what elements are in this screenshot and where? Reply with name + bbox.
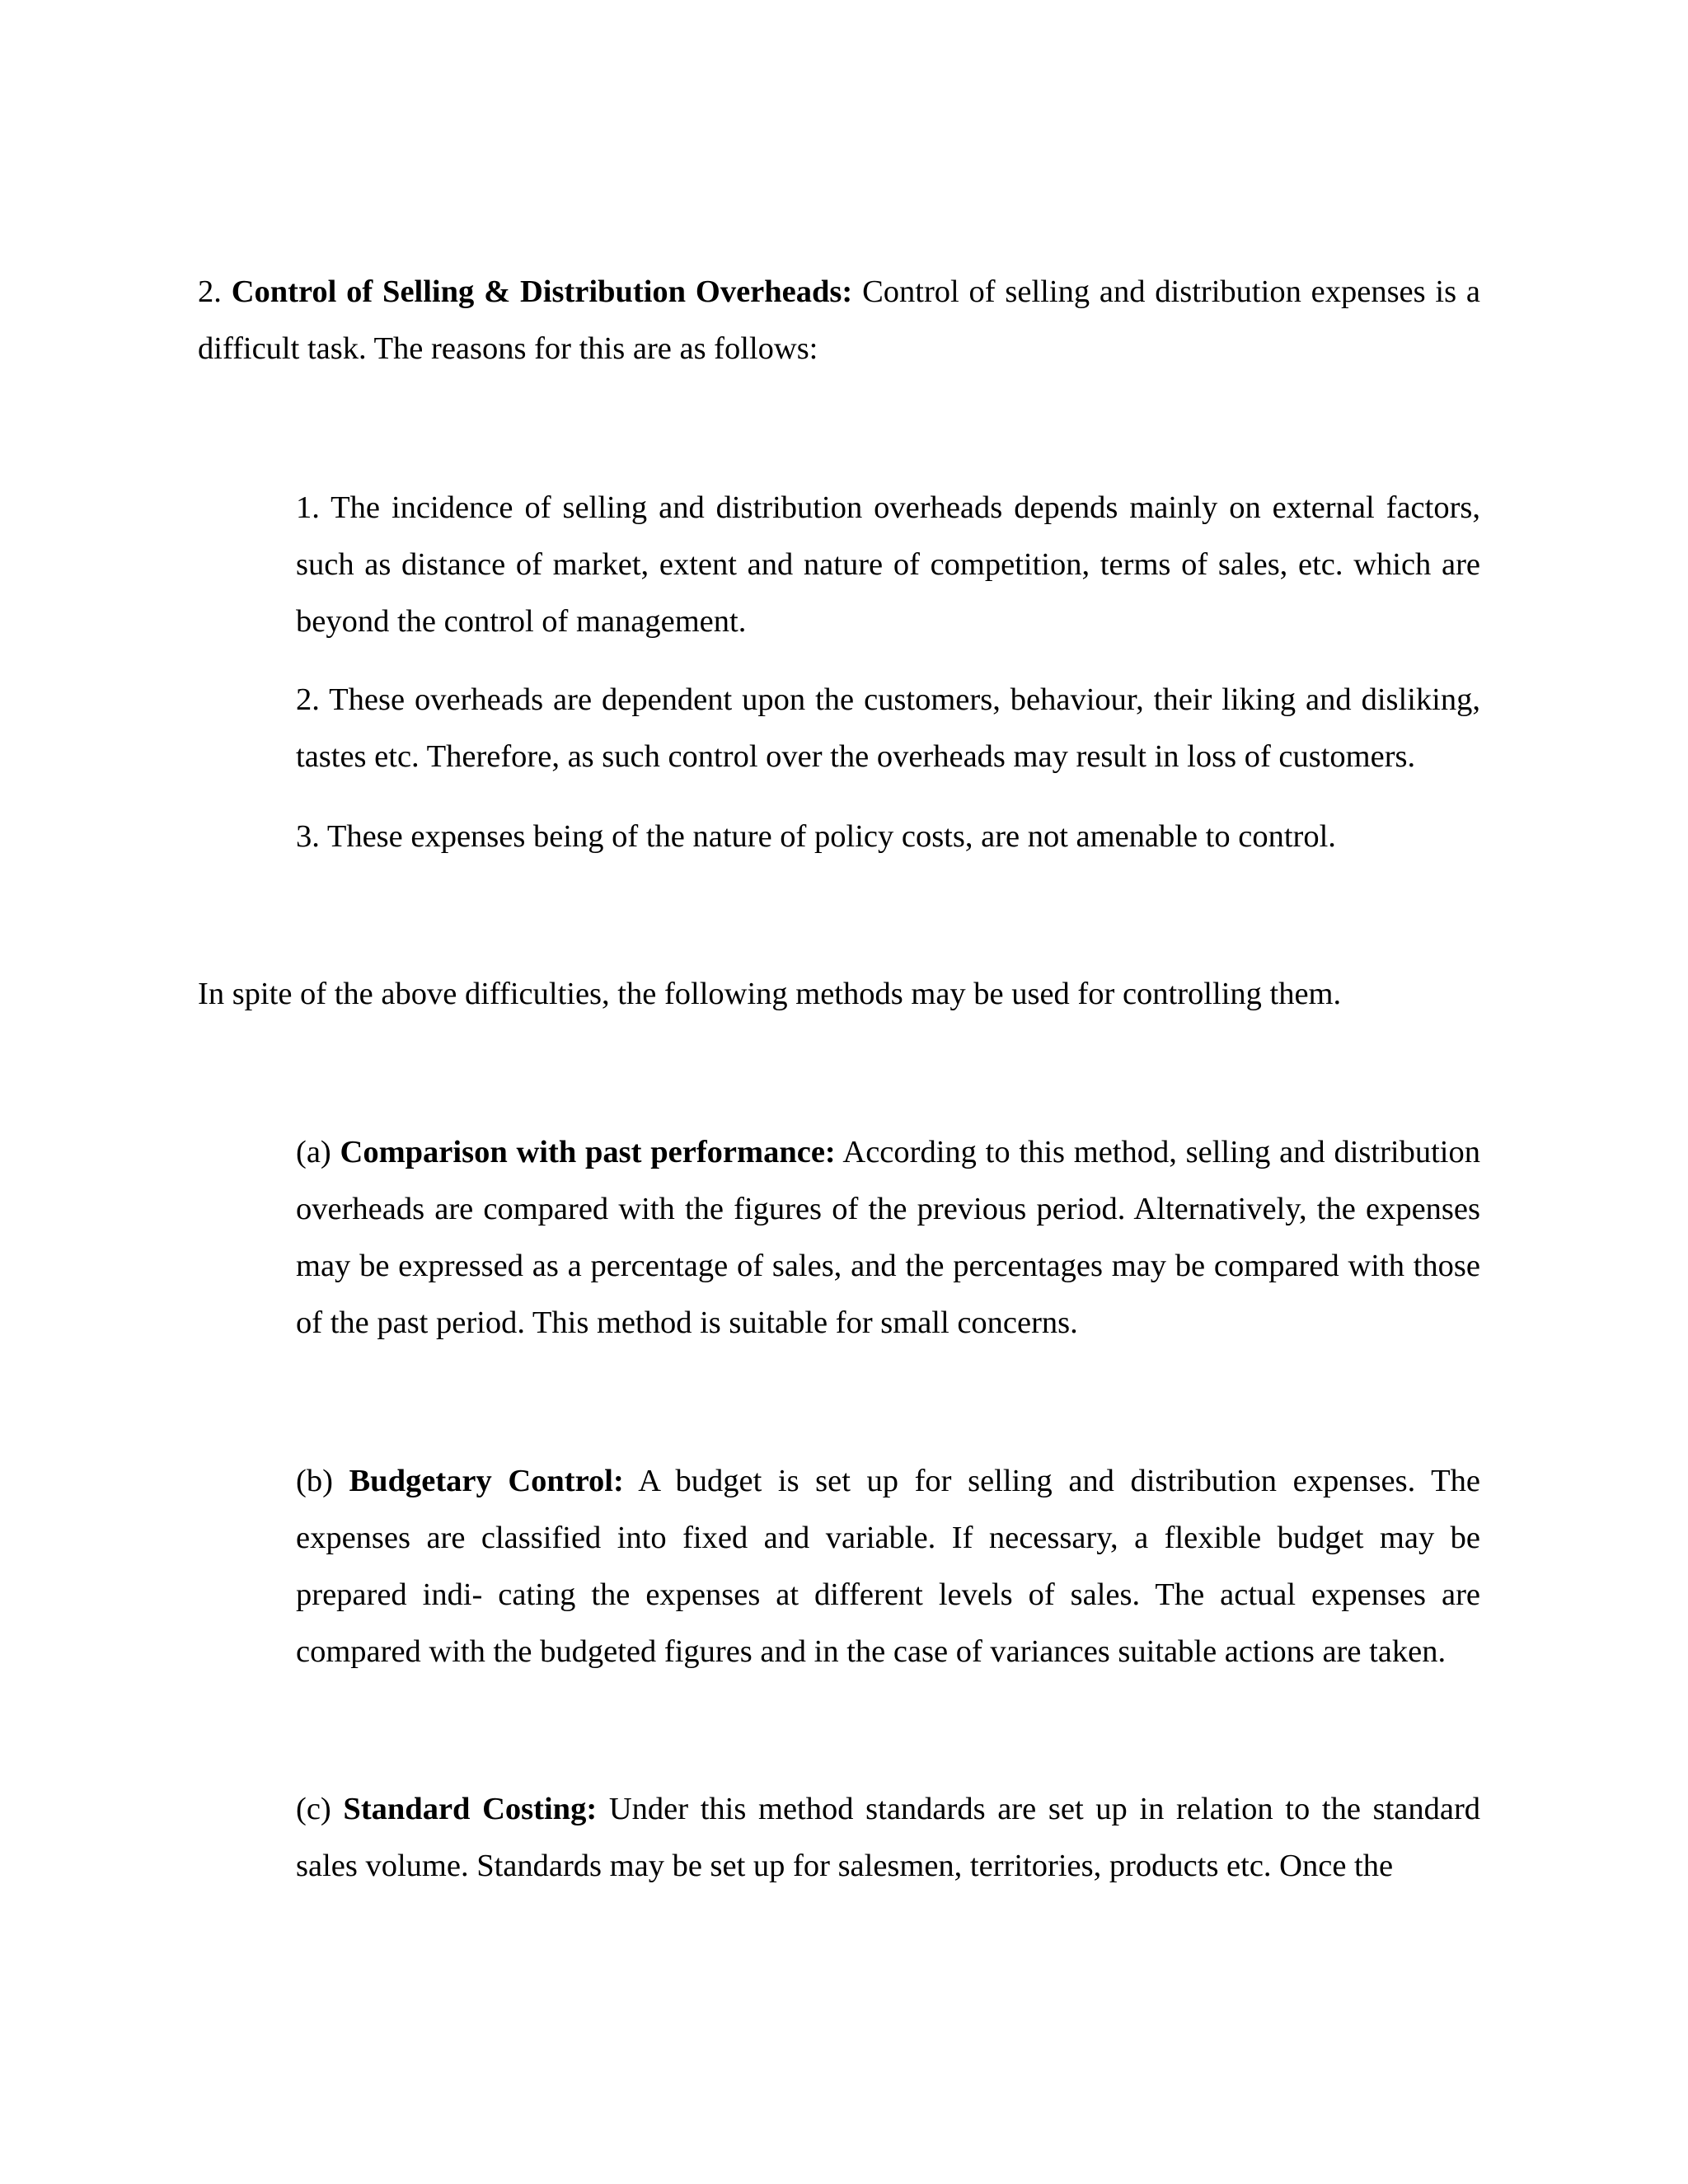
- transition-paragraph: [198, 966, 1480, 1023]
- reason-number: 1.: [296, 490, 320, 525]
- method-title: Standard Costing:: [343, 1792, 598, 1826]
- section-intro: Control of selling and distribution expenses is a difficult task. The reasons for this are as follows:: [198, 274, 1481, 366]
- method-text: A budget is set up for selling and distribution expenses. The expenses are classified into fixed and variable. If necessary, a flexible budget may be prepared indi- cating the expenses at different levels of sales. The actual expenses are compared with the budgeted figures and in the case of variances suitable actions are taken.: [296, 1464, 1480, 1669]
- method-text: According to this method, selling and distribution overheads are compared with the figures of the previous period. Alternatively, the expenses may be expressed as a percentage of sales, and the percentages may be compared with those of the past period. This method is suitable for small concerns.: [296, 1135, 1480, 1340]
- reason-number: 2.: [296, 682, 320, 717]
- method-label: (b): [296, 1464, 333, 1498]
- reason-text: The incidence of selling and distribution overheads depends mainly on external factors, such as distance of market, extent and nature of competition, terms of sales, etc. which are beyond the control of management.: [296, 490, 1480, 639]
- section-number: 2.: [198, 274, 222, 309]
- section-paragraph: [198, 264, 1480, 377]
- section-heading: Control of Selling & Distribution Overheads:: [231, 274, 853, 309]
- method-text: Under this method standards are set up in relation to the standard sales volume. Standards may be set up for salesmen, territories, products etc. Once the: [296, 1792, 1481, 1883]
- method-paragraph: [296, 1453, 1480, 1680]
- reason-text: These expenses being of the nature of policy costs, are not amenable to control.: [326, 819, 1336, 854]
- method-label: (a): [296, 1135, 331, 1169]
- method-title: Budgetary Control:: [349, 1464, 624, 1498]
- transition-text: In spite of the above difficulties, the following methods may be used for controlling them.: [198, 977, 1342, 1011]
- reason-item: [296, 480, 1480, 650]
- method-title: Comparison with past performance:: [340, 1135, 836, 1169]
- method-paragraph: [296, 1124, 1480, 1352]
- method-label: (c): [296, 1792, 331, 1826]
- reason-item: [296, 808, 1480, 865]
- reason-number: 3.: [296, 819, 320, 854]
- reason-item: [296, 672, 1480, 785]
- method-paragraph: [296, 1781, 1480, 1895]
- reason-text: These overheads are dependent upon the customers, behaviour, their liking and disliking, tastes etc. Therefore, as such control over the overheads may result in loss of customers.: [296, 682, 1480, 774]
